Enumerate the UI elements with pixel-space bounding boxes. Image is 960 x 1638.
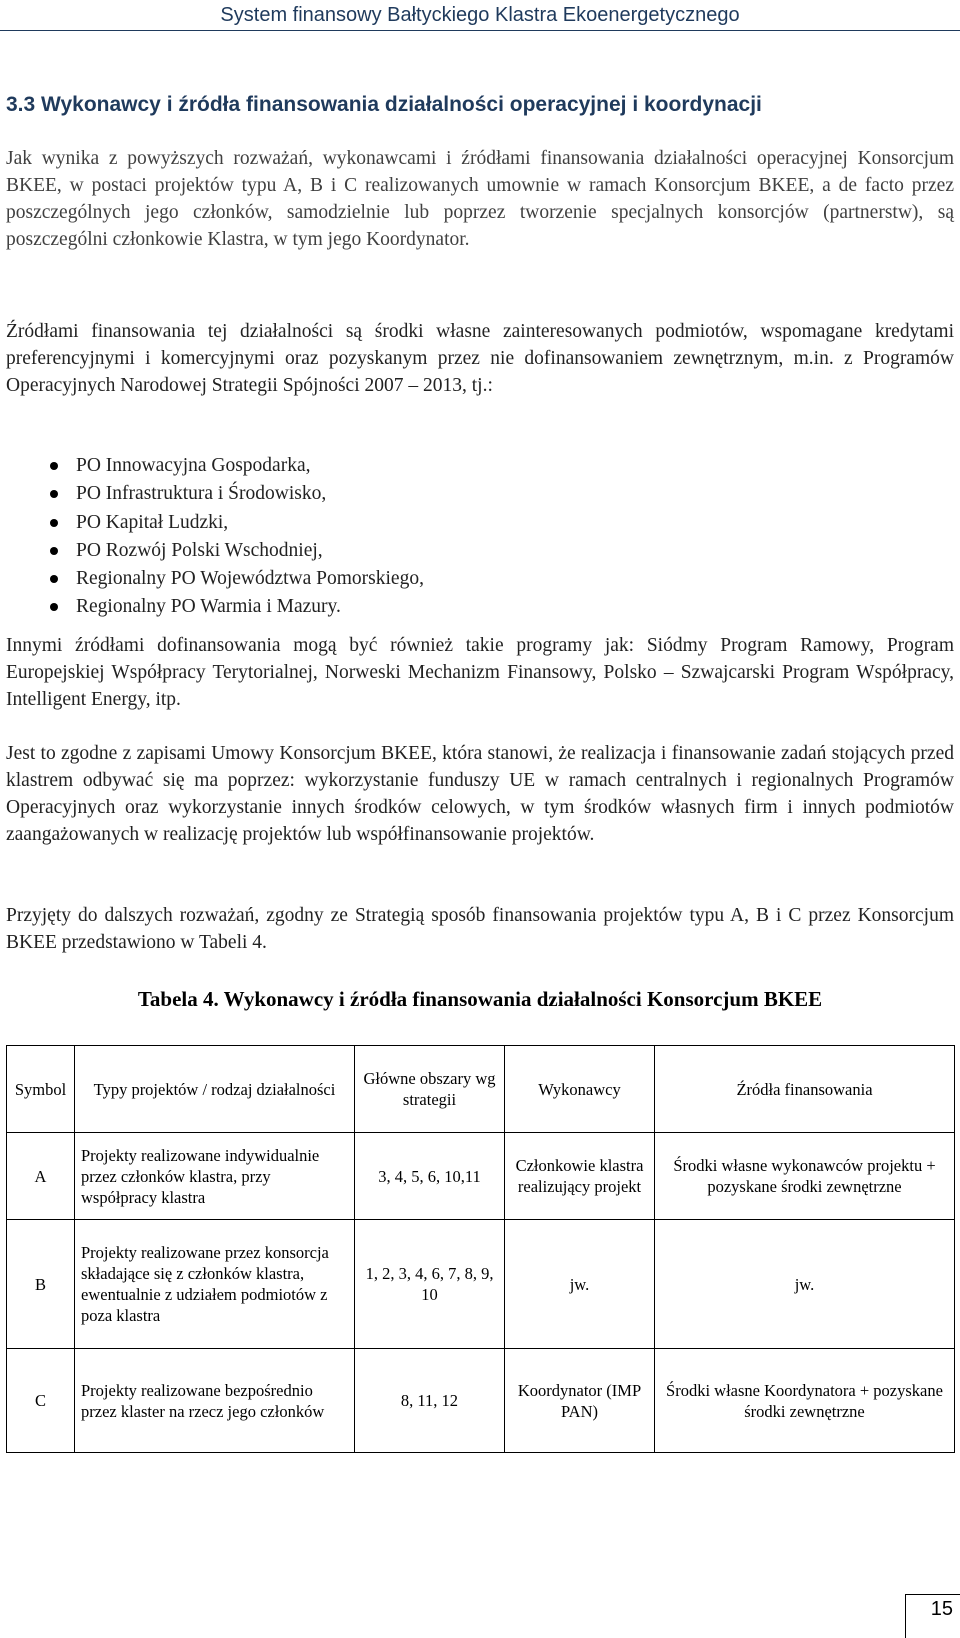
header-executors: Wykonawcy: [505, 1046, 655, 1133]
program-label: PO Innowacyjna Gospodarka,: [76, 455, 311, 476]
cell-sources: Środki własne wykonawców projektu + pozyskane środki zewnętrzne: [655, 1133, 955, 1220]
program-label: PO Rozwój Polski Wschodniej,: [76, 539, 323, 561]
cell-sources: Środki własne Koordynatora + pozyskane środki zewnętrzne: [655, 1349, 955, 1453]
program-label: PO Kapitał Ludzki,: [76, 511, 229, 533]
cell-sources: jw.: [655, 1220, 955, 1349]
cell-executors: Członkowie klastra realizujący projekt: [505, 1133, 655, 1220]
agreement-paragraph: Jest to zgodne z zapisami Umowy Konsorcjum BKEE, która stanowi, że realizacja i finansowanie zadań stojących przed klastrem odbywać się ma poprzez: wykorzystanie funduszy UE w ramach centralnych i regionalnych Programów Operacyjnych oraz wykorzystanie innych środków celowych, w tym środków własnych firm i innych podmiotów zaangażowanych w realizację projektów lub współfinansowanie projektów.: [6, 743, 954, 845]
page-number: 15: [930, 1598, 953, 1620]
table-caption: Tabela 4. Wykonawcy i źródła finansowania działalności Konsorcjum BKEE: [137, 987, 823, 1011]
table-row: [7, 1133, 955, 1220]
program-list-item: [42, 537, 942, 564]
intro-paragraph: Jak wynika z powyższych rozważań, wykonawcami i źródłami finansowania działalności operacyjnej Konsorcjum BKEE, w postaci projektów typu A, B i C realizowanych umownie w ramach Konsorcjum BKEE, a de facto przez poszczególnych jego członków, samodzielnie lub poprzez tworzenie specjalnych konsorcjów (partnerstw), są poszczególni członkowie Klastra, w tym jego Koordynator.: [6, 148, 954, 250]
program-list-item: [42, 480, 942, 507]
cell-areas: 1, 2, 3, 4, 6, 7, 8, 9, 10: [355, 1220, 505, 1349]
program-list-item: [42, 509, 942, 536]
cell-executors: jw.: [505, 1220, 655, 1349]
header-symbol: Symbol: [7, 1046, 75, 1133]
header-areas: Główne obszary wg strategii: [355, 1046, 505, 1133]
cell-areas: 3, 4, 5, 6, 10,11: [355, 1133, 505, 1220]
cell-type: Projekty realizowane indywidualnie przez członków klastra, przy współpracy klastra: [75, 1133, 355, 1220]
header-sources: Źródła finansowania: [655, 1046, 955, 1133]
program-label: PO Infrastruktura i Środowisko,: [76, 483, 327, 505]
bullet-icon: [50, 462, 58, 470]
page-number-frame-top: [905, 1594, 960, 1595]
adopted-method-paragraph: Przyjęty do dalszych rozważań, zgodny ze Strategią sposób finansowania projektów typu A, B i C przez Konsorcjum BKEE przedstawiono w Tabeli 4.: [6, 905, 954, 953]
table-row: [7, 1220, 955, 1349]
financing-table: [6, 1045, 955, 1453]
cell-executors: Koordynator (IMP PAN): [505, 1349, 655, 1453]
running-header: System finansowy Bałtyckiego Klastra Ekoenergetycznego: [220, 4, 740, 26]
header-type: Typy projektów / rodzaj działalności: [75, 1046, 355, 1133]
cell-type: Projekty realizowane bezpośrednio przez klaster na rzecz jego członków: [75, 1349, 355, 1453]
cell-areas: 8, 11, 12: [355, 1349, 505, 1453]
other-sources-paragraph: Innymi źródłami dofinansowania mogą być również takie programy jak: Siódmy Program Ramowy, Program Europejskiej Współpracy Terytorialnej, Norweski Mechanizm Finansowy, Polsko – Szwajcarski Program Współpracy, Intelligent Energy, itp.: [6, 635, 954, 710]
cell-symbol: A: [7, 1133, 75, 1220]
program-label: Regionalny PO Województwa Pomorskiego,: [76, 568, 424, 590]
sources-paragraph: Źródłami finansowania tej działalności są środki własne zainteresowanych podmiotów, wspomagane kredytami preferencyjnymi i komercyjnymi oraz pozyskanym przez nie dofinansowaniem zewnętrznym, m.in. z Programów Operacyjnych Narodowej Strategii Spójności 2007 – 2013, tj.:: [6, 321, 954, 396]
bullet-icon: [50, 603, 58, 611]
cell-type: Projekty realizowane przez konsorcja składające się z członków klastra, ewentualnie z udziałem podmiotów z poza klastra: [75, 1220, 355, 1349]
cell-symbol: B: [7, 1220, 75, 1349]
bullet-icon: [50, 519, 58, 527]
bullet-icon: [50, 575, 58, 583]
cell-symbol: C: [7, 1349, 75, 1453]
program-list: [42, 452, 942, 622]
program-list-item: [42, 452, 942, 479]
table-row: [7, 1349, 955, 1453]
section-title: 3.3 Wykonawcy i źródła finansowania działalności operacyjnej i koordynacji: [6, 93, 762, 116]
program-label: Regionalny PO Warmia i Mazury.: [76, 596, 341, 618]
header-rule: [0, 30, 960, 31]
bullet-icon: [50, 490, 58, 498]
program-list-item: [42, 593, 942, 620]
bullet-icon: [50, 547, 58, 555]
program-list-item: [42, 565, 942, 592]
table-header-row: [7, 1046, 955, 1133]
